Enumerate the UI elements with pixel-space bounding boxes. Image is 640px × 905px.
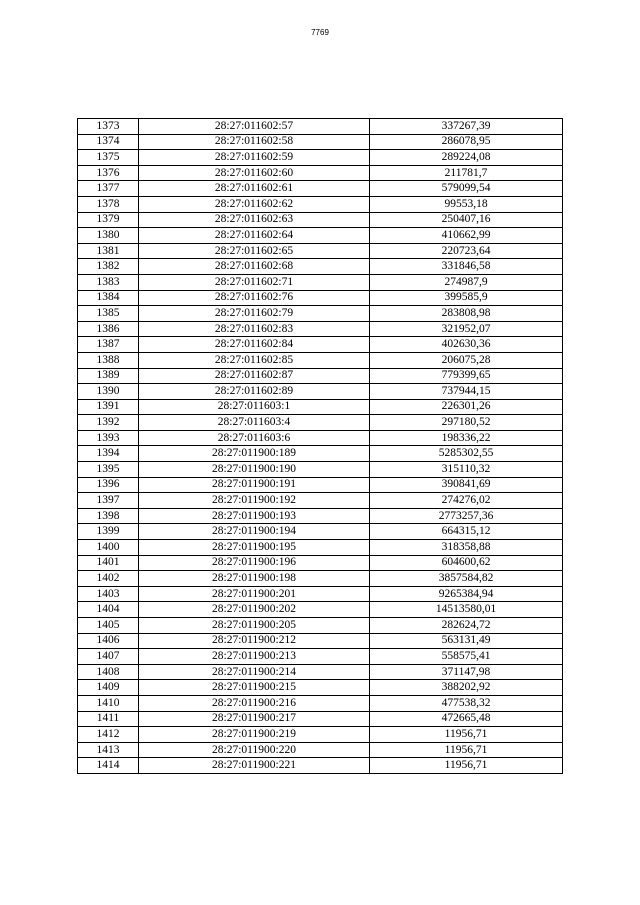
cadastral-number-cell: 28:27:011900:215 bbox=[139, 680, 370, 696]
table-row bbox=[78, 555, 563, 571]
row-number-cell: 1393 bbox=[78, 430, 139, 446]
value-cell: 211781,7 bbox=[370, 165, 563, 181]
value-cell: 14513580,01 bbox=[370, 602, 563, 618]
value-cell: 11956,71 bbox=[370, 742, 563, 758]
table-row bbox=[78, 274, 563, 290]
cadastral-number-cell: 28:27:011602:63 bbox=[139, 212, 370, 228]
cadastral-number-cell: 28:27:011602:61 bbox=[139, 181, 370, 197]
row-number-cell: 1399 bbox=[78, 524, 139, 540]
value-cell: 371147,98 bbox=[370, 664, 563, 680]
row-number-cell: 1374 bbox=[78, 134, 139, 150]
table-row bbox=[78, 259, 563, 275]
cadastral-number-cell: 28:27:011602:57 bbox=[139, 119, 370, 135]
value-cell: 779399,65 bbox=[370, 368, 563, 384]
table-row bbox=[78, 150, 563, 166]
row-number-cell: 1396 bbox=[78, 477, 139, 493]
value-cell: 226301,26 bbox=[370, 399, 563, 415]
row-number-cell: 1395 bbox=[78, 462, 139, 478]
cadastral-number-cell: 28:27:011900:201 bbox=[139, 586, 370, 602]
row-number-cell: 1383 bbox=[78, 274, 139, 290]
row-number-cell: 1380 bbox=[78, 228, 139, 244]
table-row bbox=[78, 212, 563, 228]
value-cell: 286078,95 bbox=[370, 134, 563, 150]
cadastral-number-cell: 28:27:011900:189 bbox=[139, 446, 370, 462]
table-container bbox=[77, 118, 562, 774]
row-number-cell: 1411 bbox=[78, 711, 139, 727]
cadastral-number-cell: 28:27:011602:79 bbox=[139, 306, 370, 322]
cadastral-number-cell: 28:27:011900:202 bbox=[139, 602, 370, 618]
value-cell: 563131,49 bbox=[370, 633, 563, 649]
value-cell: 5285302,55 bbox=[370, 446, 563, 462]
row-number-cell: 1391 bbox=[78, 399, 139, 415]
table-row bbox=[78, 337, 563, 353]
value-cell: 274987,9 bbox=[370, 274, 563, 290]
row-number-cell: 1405 bbox=[78, 618, 139, 634]
table-row bbox=[78, 758, 563, 774]
cadastral-number-cell: 28:27:011603:6 bbox=[139, 430, 370, 446]
value-cell: 282624,72 bbox=[370, 618, 563, 634]
cadastral-number-cell: 28:27:011900:214 bbox=[139, 664, 370, 680]
row-number-cell: 1414 bbox=[78, 758, 139, 774]
value-cell: 11956,71 bbox=[370, 758, 563, 774]
table-row bbox=[78, 134, 563, 150]
row-number-cell: 1392 bbox=[78, 415, 139, 431]
table-row bbox=[78, 399, 563, 415]
table-row bbox=[78, 493, 563, 509]
table-row bbox=[78, 524, 563, 540]
cadastral-number-cell: 28:27:011603:1 bbox=[139, 399, 370, 415]
value-cell: 250407,16 bbox=[370, 212, 563, 228]
table-row bbox=[78, 119, 563, 135]
cadastral-number-cell: 28:27:011602:62 bbox=[139, 196, 370, 212]
cadastral-number-cell: 28:27:011900:212 bbox=[139, 633, 370, 649]
table-row bbox=[78, 384, 563, 400]
table-row bbox=[78, 306, 563, 322]
value-cell: 402630,36 bbox=[370, 337, 563, 353]
cadastral-number-cell: 28:27:011602:68 bbox=[139, 259, 370, 275]
cadastral-number-cell: 28:27:011602:65 bbox=[139, 243, 370, 259]
table-body bbox=[78, 119, 563, 774]
cadastral-number-cell: 28:27:011900:217 bbox=[139, 711, 370, 727]
row-number-cell: 1406 bbox=[78, 633, 139, 649]
table-row bbox=[78, 633, 563, 649]
cadastral-number-cell: 28:27:011900:219 bbox=[139, 727, 370, 743]
table-row bbox=[78, 602, 563, 618]
row-number-cell: 1394 bbox=[78, 446, 139, 462]
table-row bbox=[78, 664, 563, 680]
value-cell: 664315,12 bbox=[370, 524, 563, 540]
value-cell: 388202,92 bbox=[370, 680, 563, 696]
value-cell: 297180,52 bbox=[370, 415, 563, 431]
table-row bbox=[78, 165, 563, 181]
table-row bbox=[78, 649, 563, 665]
table-row bbox=[78, 727, 563, 743]
value-cell: 9265384,94 bbox=[370, 586, 563, 602]
row-number-cell: 1387 bbox=[78, 337, 139, 353]
cadastral-number-cell: 28:27:011900:196 bbox=[139, 555, 370, 571]
table-row bbox=[78, 352, 563, 368]
row-number-cell: 1407 bbox=[78, 649, 139, 665]
value-cell: 331846,58 bbox=[370, 259, 563, 275]
row-number-cell: 1377 bbox=[78, 181, 139, 197]
value-cell: 390841,69 bbox=[370, 477, 563, 493]
data-table bbox=[77, 118, 563, 774]
table-row bbox=[78, 695, 563, 711]
row-number-cell: 1388 bbox=[78, 352, 139, 368]
value-cell: 399585,9 bbox=[370, 290, 563, 306]
row-number-cell: 1403 bbox=[78, 586, 139, 602]
table-row bbox=[78, 430, 563, 446]
table-row bbox=[78, 618, 563, 634]
cadastral-number-cell: 28:27:011900:192 bbox=[139, 493, 370, 509]
cadastral-number-cell: 28:27:011900:193 bbox=[139, 508, 370, 524]
row-number-cell: 1401 bbox=[78, 555, 139, 571]
row-number-cell: 1402 bbox=[78, 571, 139, 587]
cadastral-number-cell: 28:27:011602:59 bbox=[139, 150, 370, 166]
row-number-cell: 1379 bbox=[78, 212, 139, 228]
table-row bbox=[78, 196, 563, 212]
table-row bbox=[78, 742, 563, 758]
table-row bbox=[78, 571, 563, 587]
row-number-cell: 1390 bbox=[78, 384, 139, 400]
cadastral-number-cell: 28:27:011602:84 bbox=[139, 337, 370, 353]
cadastral-number-cell: 28:27:011900:213 bbox=[139, 649, 370, 665]
value-cell: 274276,02 bbox=[370, 493, 563, 509]
value-cell: 2773257,36 bbox=[370, 508, 563, 524]
cadastral-number-cell: 28:27:011900:191 bbox=[139, 477, 370, 493]
row-number-cell: 1378 bbox=[78, 196, 139, 212]
table-row bbox=[78, 711, 563, 727]
value-cell: 579099,54 bbox=[370, 181, 563, 197]
cadastral-number-cell: 28:27:011900:198 bbox=[139, 571, 370, 587]
table-row bbox=[78, 415, 563, 431]
value-cell: 477538,32 bbox=[370, 695, 563, 711]
row-number-cell: 1375 bbox=[78, 150, 139, 166]
row-number-cell: 1400 bbox=[78, 540, 139, 556]
value-cell: 99553,18 bbox=[370, 196, 563, 212]
table-row bbox=[78, 368, 563, 384]
table-row bbox=[78, 680, 563, 696]
row-number-cell: 1384 bbox=[78, 290, 139, 306]
value-cell: 604600,62 bbox=[370, 555, 563, 571]
row-number-cell: 1410 bbox=[78, 695, 139, 711]
value-cell: 472665,48 bbox=[370, 711, 563, 727]
table-row bbox=[78, 290, 563, 306]
cadastral-number-cell: 28:27:011602:85 bbox=[139, 352, 370, 368]
table-row bbox=[78, 477, 563, 493]
value-cell: 220723,64 bbox=[370, 243, 563, 259]
cadastral-number-cell: 28:27:011602:60 bbox=[139, 165, 370, 181]
table-row bbox=[78, 321, 563, 337]
row-number-cell: 1404 bbox=[78, 602, 139, 618]
value-cell: 318358,88 bbox=[370, 540, 563, 556]
table-row bbox=[78, 181, 563, 197]
cadastral-number-cell: 28:27:011602:87 bbox=[139, 368, 370, 384]
cadastral-number-cell: 28:27:011900:216 bbox=[139, 695, 370, 711]
page-number: 7769 bbox=[311, 28, 329, 37]
value-cell: 206075,28 bbox=[370, 352, 563, 368]
table-row bbox=[78, 243, 563, 259]
cadastral-number-cell: 28:27:011900:195 bbox=[139, 540, 370, 556]
value-cell: 3857584,82 bbox=[370, 571, 563, 587]
cadastral-number-cell: 28:27:011602:89 bbox=[139, 384, 370, 400]
cadastral-number-cell: 28:27:011900:220 bbox=[139, 742, 370, 758]
row-number-cell: 1397 bbox=[78, 493, 139, 509]
table-row bbox=[78, 586, 563, 602]
value-cell: 410662,99 bbox=[370, 228, 563, 244]
cadastral-number-cell: 28:27:011603:4 bbox=[139, 415, 370, 431]
value-cell: 283808,98 bbox=[370, 306, 563, 322]
cadastral-number-cell: 28:27:011900:221 bbox=[139, 758, 370, 774]
value-cell: 11956,71 bbox=[370, 727, 563, 743]
cadastral-number-cell: 28:27:011602:76 bbox=[139, 290, 370, 306]
row-number-cell: 1386 bbox=[78, 321, 139, 337]
row-number-cell: 1412 bbox=[78, 727, 139, 743]
table-row bbox=[78, 446, 563, 462]
row-number-cell: 1398 bbox=[78, 508, 139, 524]
row-number-cell: 1408 bbox=[78, 664, 139, 680]
cadastral-number-cell: 28:27:011602:71 bbox=[139, 274, 370, 290]
row-number-cell: 1376 bbox=[78, 165, 139, 181]
row-number-cell: 1409 bbox=[78, 680, 139, 696]
row-number-cell: 1385 bbox=[78, 306, 139, 322]
value-cell: 321952,07 bbox=[370, 321, 563, 337]
cadastral-number-cell: 28:27:011602:64 bbox=[139, 228, 370, 244]
cadastral-number-cell: 28:27:011900:205 bbox=[139, 618, 370, 634]
row-number-cell: 1373 bbox=[78, 119, 139, 135]
table-row bbox=[78, 508, 563, 524]
cadastral-number-cell: 28:27:011602:83 bbox=[139, 321, 370, 337]
value-cell: 315110,32 bbox=[370, 462, 563, 478]
row-number-cell: 1389 bbox=[78, 368, 139, 384]
row-number-cell: 1382 bbox=[78, 259, 139, 275]
value-cell: 289224,08 bbox=[370, 150, 563, 166]
cadastral-number-cell: 28:27:011602:58 bbox=[139, 134, 370, 150]
row-number-cell: 1381 bbox=[78, 243, 139, 259]
value-cell: 558575,41 bbox=[370, 649, 563, 665]
table-row bbox=[78, 462, 563, 478]
value-cell: 198336,22 bbox=[370, 430, 563, 446]
table-row bbox=[78, 228, 563, 244]
cadastral-number-cell: 28:27:011900:194 bbox=[139, 524, 370, 540]
value-cell: 737944,15 bbox=[370, 384, 563, 400]
table-row bbox=[78, 540, 563, 556]
row-number-cell: 1413 bbox=[78, 742, 139, 758]
value-cell: 337267,39 bbox=[370, 119, 563, 135]
cadastral-number-cell: 28:27:011900:190 bbox=[139, 462, 370, 478]
